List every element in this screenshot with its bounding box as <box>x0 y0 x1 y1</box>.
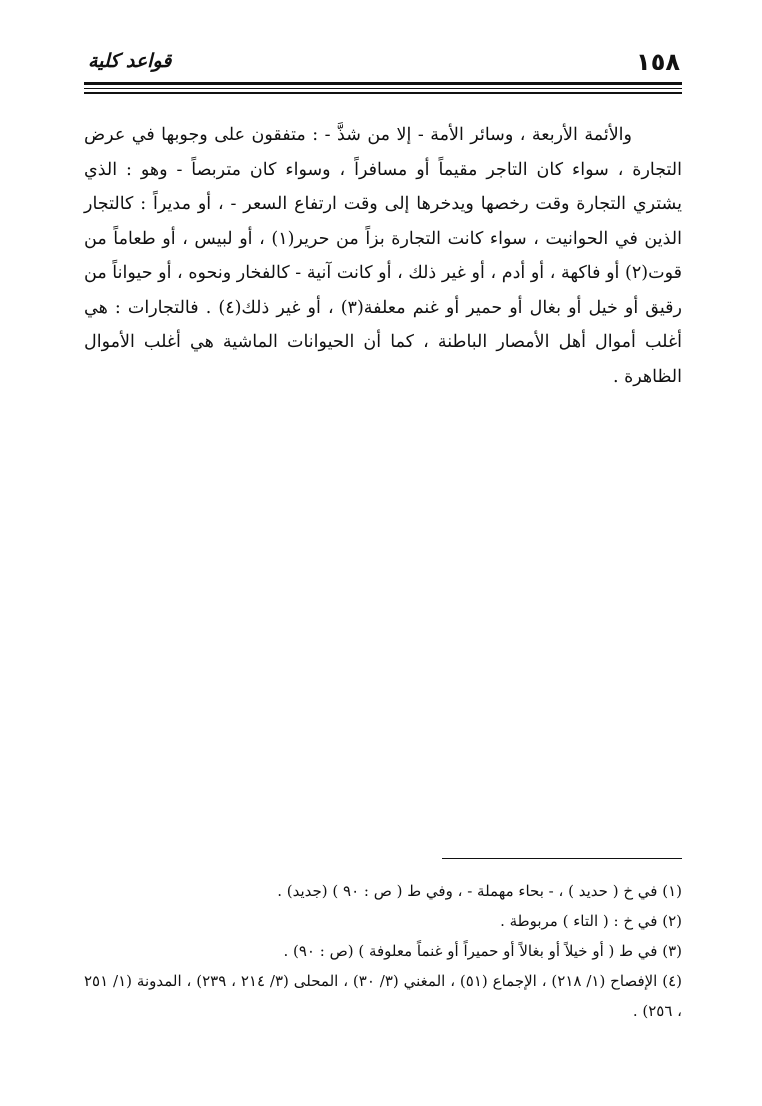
footnote-1: (١) في خ ( حديد ) ، - بحاء مهملة - ، وفي ط ( ص : ٩٠ ) (جديد) . <box>277 882 682 900</box>
running-title: قواعد كلية <box>88 50 172 72</box>
footnote-separator <box>442 858 682 859</box>
footnote-2: (٢) في خ : ( التاء ) مربوطة . <box>500 912 682 930</box>
footnote-3: (٣) في ط ( أو خيلاً أو بغالاً أو حميراً أو غنماً معلوفة ) (ص : ٩٠) . <box>283 942 682 960</box>
header-rule-double <box>84 92 682 94</box>
header-rule-thin <box>84 88 682 89</box>
page-header <box>84 48 682 78</box>
body-paragraph: والأئمة الأربعة ، وسائر الأمة - إلا من شذَّ - : متفقون على وجوبها في عرض التجارة ، سواء كان التاجر مقيماً أو مسافراً ، وسواء كان متربصاً - وهو : الذي يشتري التجارة وقت رخصها ويدخرها إلى وقت ارتفاع السعر - ، أو مديراً : كالتجار الذين في الحوانيت ، سواء كانت التجارة بزاً من حرير(١) ، أو لبيس ، أو طعاماً من قوت(٢) أو فاكهة ، أو أدم ، أو غير ذلك ، أو كانت آنية - كالفخار ونحوه ، أو حيواناً من رقيق أو خيل أو بغال أو حمير أو غنم معلفة(٣) ، أو غير ذلك(٤) . فالتجارات : هي أغلب أموال أهل الأمصار الباطنة ، كما أن الحيوانات الماشية هي أغلب الأموال الظاهرة . <box>84 125 683 387</box>
main-text <box>84 118 682 394</box>
header-rule-thick <box>84 82 682 85</box>
page-number: ١٥٨ <box>636 48 680 76</box>
footnotes <box>84 876 682 1026</box>
footnote-4: (٤) الإفصاح (١/ ٢١٨) ، الإجماع (٥١) ، المغني (٣/ ٣٠) ، المحلى (٣/ ٢١٤ ، ٢٣٩) ، المدونة (١/ ٢٥١ ، ٢٥٦) . <box>84 972 682 1020</box>
